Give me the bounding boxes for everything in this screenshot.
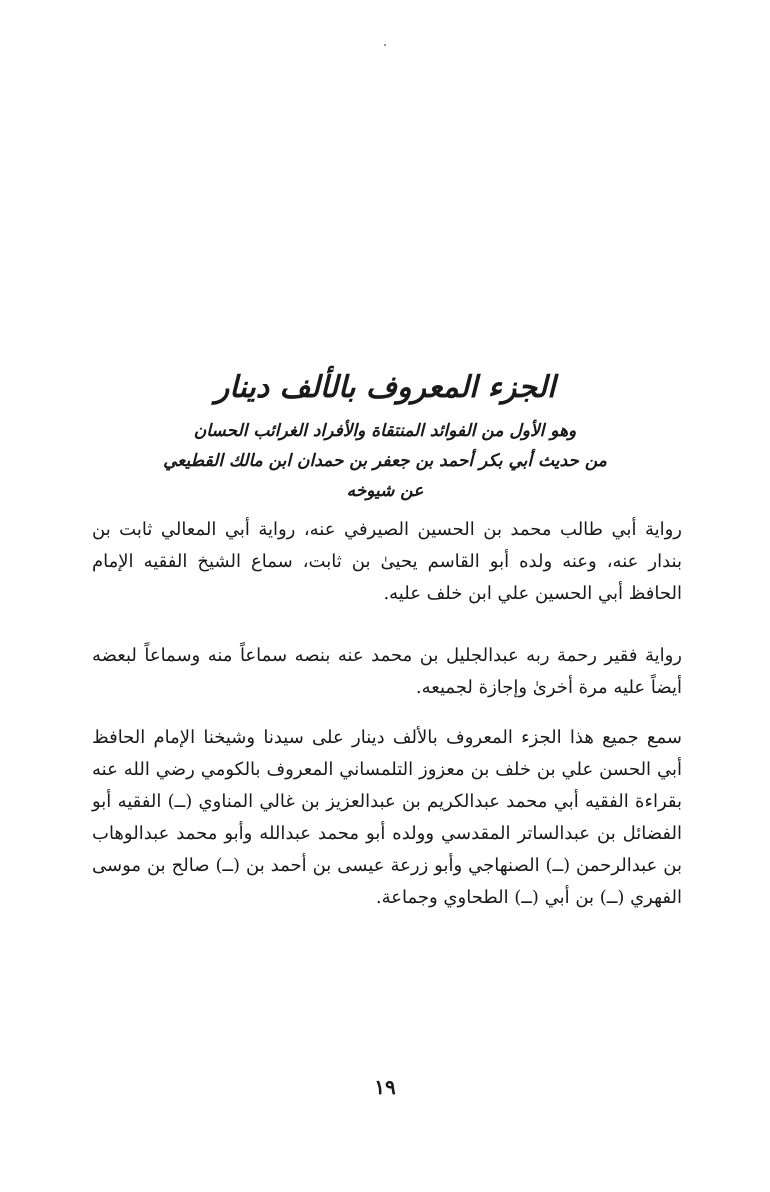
top-mark — [384, 44, 386, 46]
paragraph-3: سمع جميع هذا الجزء المعروف بالألف دينار على سيدنا وشيخنا الإمام الحافظ أبي الحسن علي بن خلف بن معزوز التلمساني المعروف بالكومي رضي الله عنه بقراءة الفقيه أبي محمد عبدالكريم بن عبدالعزيز بن غالي المناوي (ــ) الفقيه أبو الفضائل بن عبدالساتر المقدسي وولده أبو محمد عبدالله وأبو محمد عبدالوهاب بن عبدالرحمن (ــ) الصنهاجي وأبو زرعة عيسى بن أحمد بن (ــ) صالح بن موسى الفهري (ــ) بن أبي (ــ) الطحاوي وجماعة. — [92, 727, 682, 908]
page-number: ١٩ — [374, 1075, 396, 1099]
document-title: الجزء المعروف بالألف دينار — [214, 370, 556, 405]
subtitle-line-2: من حديث أبي بكر أحمد بن جعفر بن حمدان ابن مالك القطيعي — [163, 451, 607, 471]
subtitle-line-1: وهو الأول من الفوائد المنتقاة والأفراد الغرائب الحسان — [193, 421, 577, 441]
heading-block — [110, 366, 660, 506]
paragraph-2: رواية فقير رحمة ربه عبدالجليل بن محمد عنه بنصه سماعاً منه وسماعاً لبعضه أيضاً عليه مرة أخرىٰ وإجازة لجميعه. — [92, 645, 682, 698]
paragraph-1: رواية أبي طالب محمد بن الحسين الصيرفي عنه، رواية أبي المعالي ثابت بن بندار عنه، وعنه ولده أبو القاسم يحيىٰ بن ثابت، سماع الشيخ الفقيه الإمام الحافظ أبي الحسين علي ابن خلف عليه. — [92, 519, 682, 604]
subtitle-line-3: عن شيوخه — [346, 481, 424, 501]
